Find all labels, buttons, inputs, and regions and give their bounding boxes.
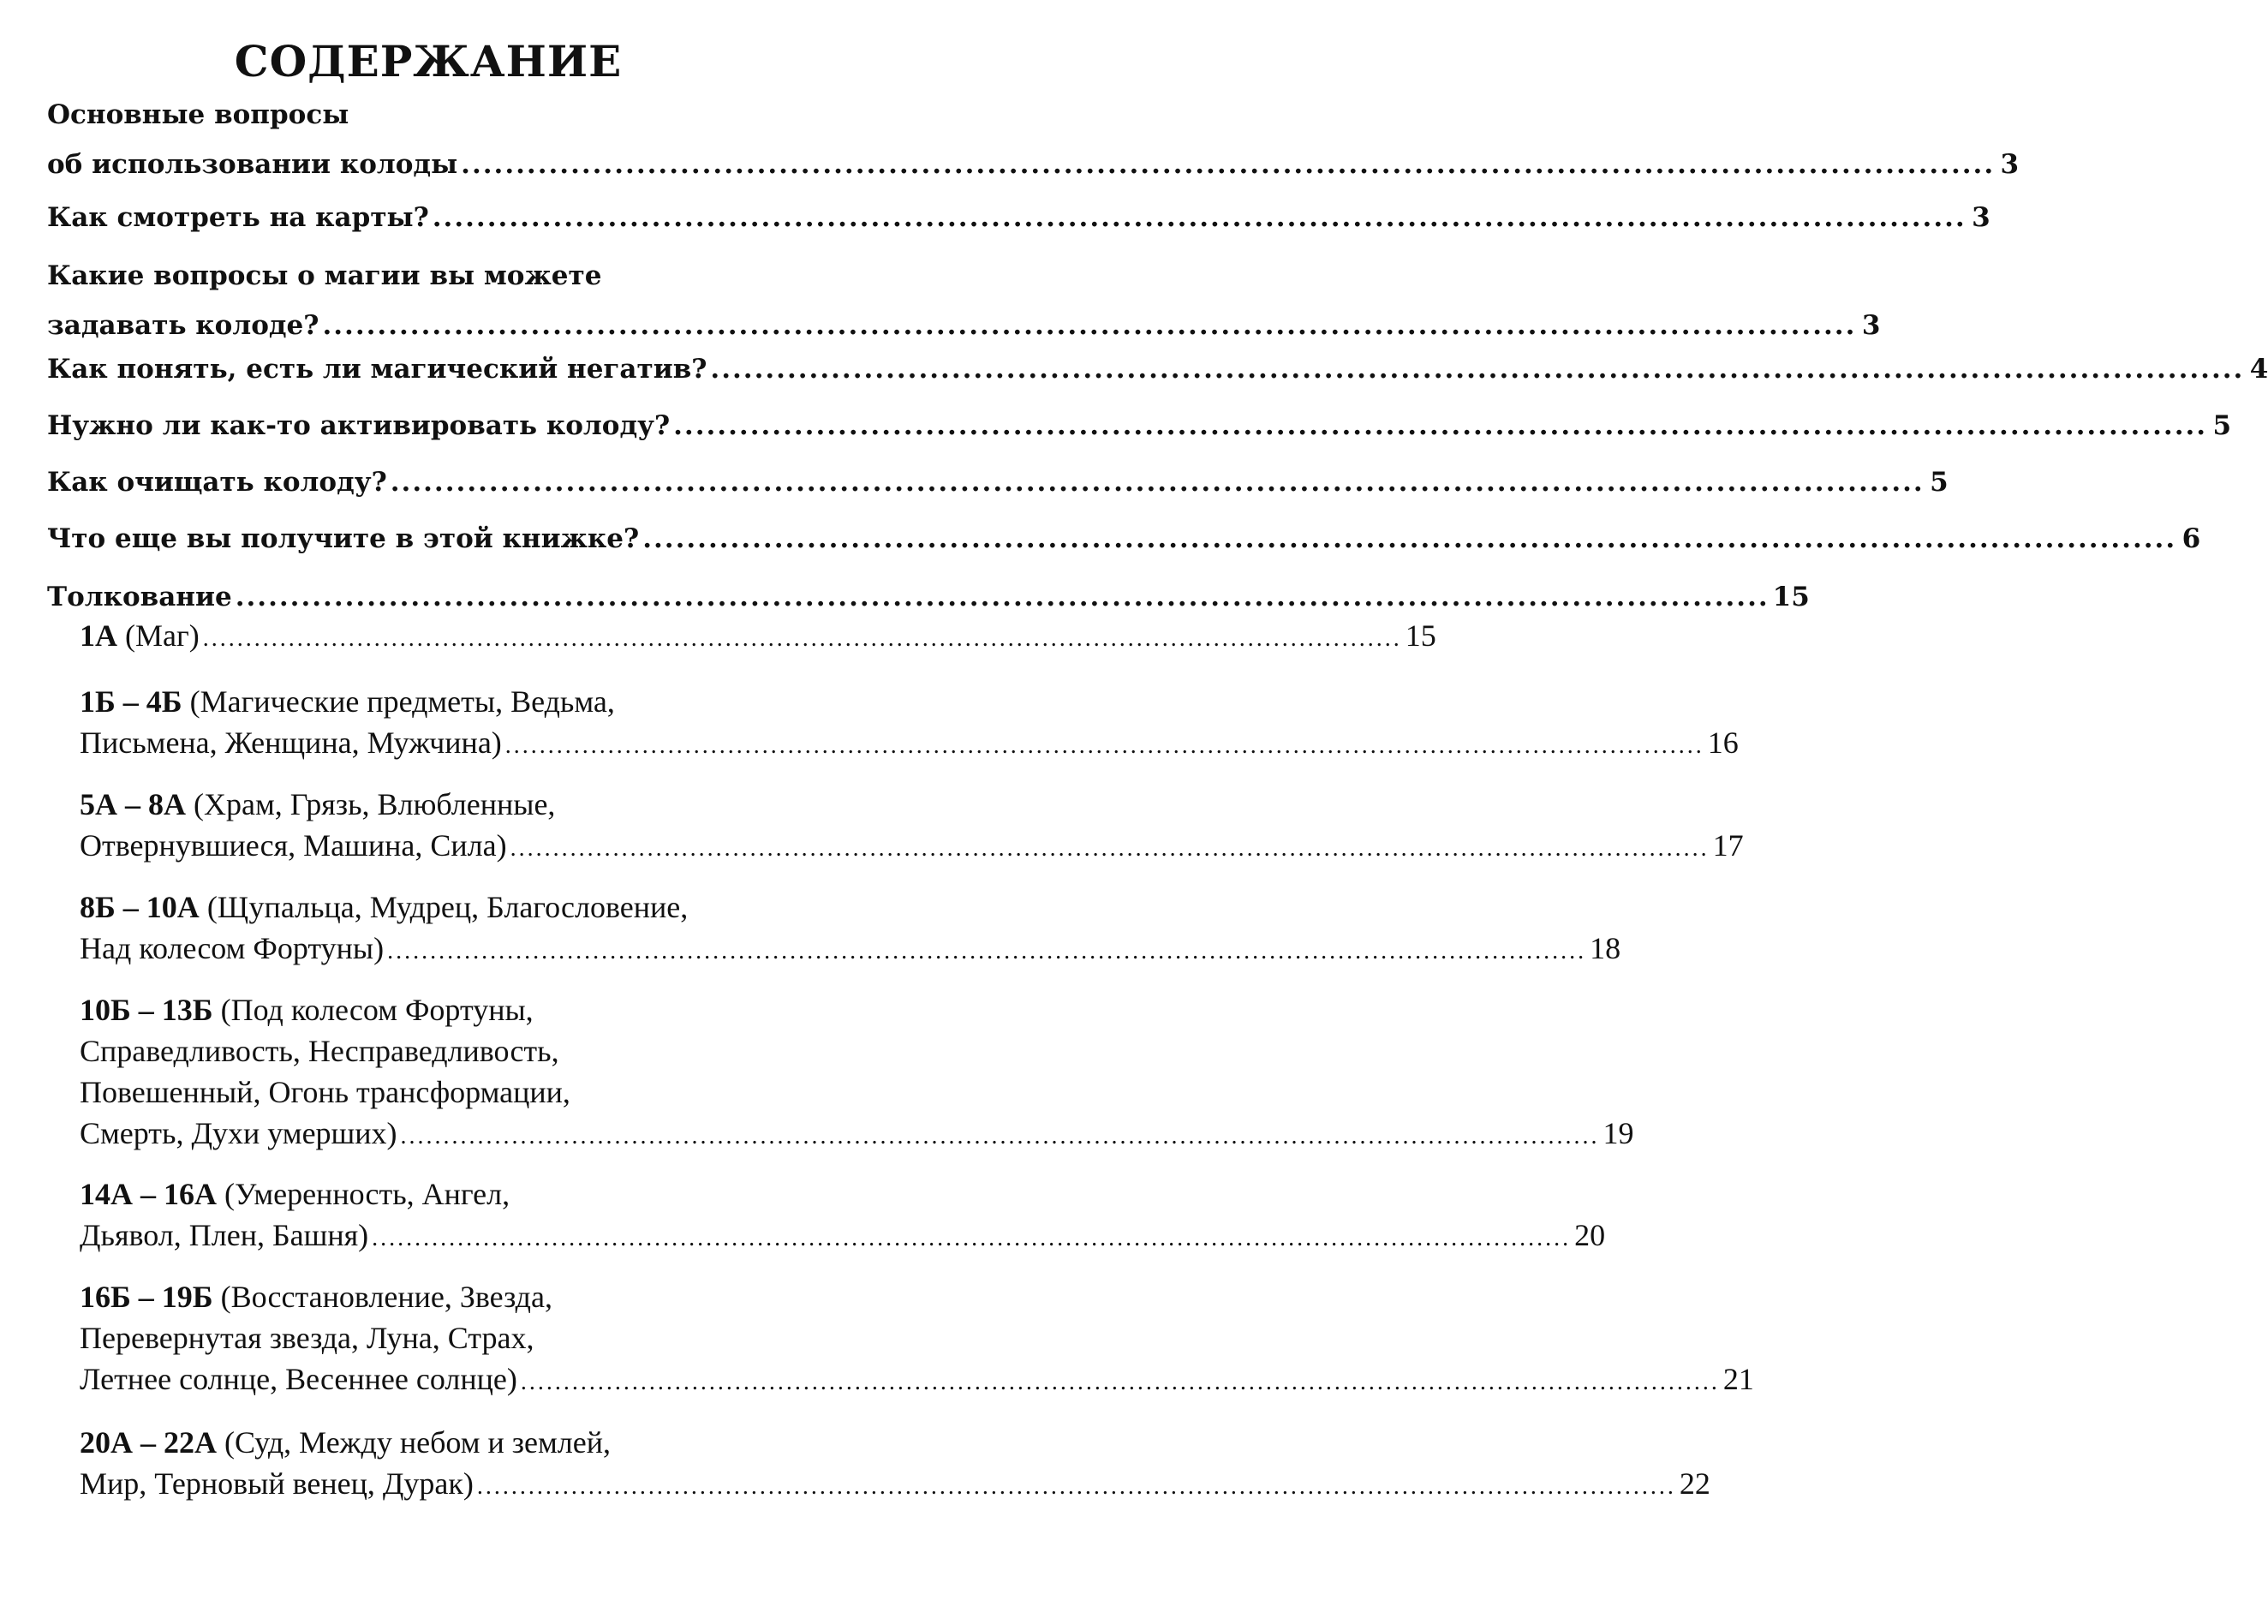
toc-entry-line (80, 1072, 785, 1113)
toc-entry-text (80, 615, 200, 656)
toc-entry-line (80, 615, 1436, 660)
toc-subentry[interactable] (80, 1422, 1710, 1508)
toc-entry-title: задавать колоде? (47, 310, 319, 341)
toc-entry-line (47, 301, 1881, 350)
toc-entry-title: (Суд, Между небом и землей, (224, 1425, 611, 1460)
toc-entry[interactable] (47, 514, 2201, 564)
toc-subentry[interactable] (80, 681, 1739, 767)
toc-entry-title: об использовании колоды (47, 149, 458, 180)
toc-entry-title: (Магические предметы, Ведьма, (189, 684, 615, 719)
dot-leader: ............................................................................................................................................ (400, 1123, 1600, 1149)
toc-entry-title: Основные вопросы (47, 99, 349, 130)
page-number: 20 (1574, 1218, 1606, 1252)
page-number: 15 (1405, 618, 1436, 653)
toc-entry-title: Нужно ли как-то активировать колоду? (47, 410, 671, 441)
toc-entry-text (80, 1358, 517, 1400)
toc-entry-title: Справедливость, Несправедливость, (80, 1034, 559, 1068)
toc-entry-line (47, 251, 775, 301)
toc-entry-text (80, 1215, 368, 1256)
toc-entry-line (80, 825, 1744, 869)
toc-entry[interactable] (47, 457, 1949, 507)
toc-subentry[interactable] (80, 784, 1744, 869)
toc-card-range: 1А (80, 618, 117, 653)
toc-entry-line (47, 457, 1949, 507)
toc-entry-title: Мир, Терновый венец, Дурак) (80, 1466, 474, 1501)
toc-card-range: 14А – 16А (80, 1177, 217, 1211)
toc-entry[interactable] (47, 90, 2020, 189)
toc-entry-title: (Под колесом Фортуны, (220, 993, 534, 1027)
toc-entry-line (80, 1463, 1710, 1508)
dot-leader: ............................................................................................................................................ (510, 835, 1710, 862)
toc-card-range: 20А – 22А (80, 1425, 217, 1460)
toc-entry-line (80, 784, 785, 825)
toc-entry-title: Повешенный, Огонь трансформации, (80, 1075, 570, 1109)
dot-leader: ............................................................................................................................................ (461, 149, 1996, 180)
page-number: 5 (1930, 467, 1949, 498)
toc-entry-title: Как понять, есть ли магический негатив? (47, 354, 707, 385)
toc-entry-line (80, 1113, 1634, 1157)
toc-card-range: 16Б – 19Б (80, 1280, 213, 1314)
page-title: СОДЕРЖАНИЕ (234, 36, 623, 87)
toc-entry[interactable] (47, 193, 1990, 242)
toc-entry-line (80, 928, 1621, 972)
dot-leader: ............................................................................................................................................ (476, 1473, 1676, 1500)
page-number: 5 (2212, 410, 2232, 441)
page-number: 21 (1722, 1362, 1754, 1396)
toc-entry-text (47, 401, 670, 451)
dot-leader: ............................................................................................................................................ (202, 625, 1402, 652)
toc-subentry[interactable] (80, 1276, 1754, 1403)
toc-entry-line (47, 344, 2268, 394)
toc-entry-title: Отвернувшиеся, Машина, Сила) (80, 828, 507, 863)
page-number: 6 (2181, 523, 2201, 554)
dot-leader: ............................................................................................................................................ (372, 1225, 1572, 1251)
page-number: 4 (2249, 354, 2268, 385)
toc-entry-line (80, 1030, 785, 1072)
toc-card-range: 10Б – 13Б (80, 993, 213, 1027)
toc-subentry[interactable] (80, 615, 1436, 660)
toc-card-range: 5А – 8А (80, 787, 186, 821)
toc-entry-title: Смерть, Духи умерших) (80, 1116, 397, 1150)
toc-entry-title: Какие вопросы о магии вы можете (47, 260, 602, 291)
page-number: 3 (1972, 202, 1990, 233)
page-number: 3 (2000, 149, 2020, 180)
toc-entry-line (80, 887, 785, 928)
toc-entry-text (80, 825, 507, 866)
toc-subentry[interactable] (80, 887, 1621, 972)
toc-subentry[interactable] (80, 989, 1634, 1157)
toc-entry-title: Толкование (47, 582, 232, 612)
toc-entry-text (47, 140, 457, 189)
toc-entry-text (80, 1113, 397, 1154)
toc-entry-line (80, 1173, 785, 1215)
toc-entry-line (80, 1215, 1606, 1259)
toc-entry[interactable] (47, 401, 2232, 451)
toc-entry-title: Летнее солнце, Весеннее солнце) (80, 1362, 517, 1396)
dot-leader: ............................................................................................................................................ (520, 1369, 1720, 1395)
toc-entry[interactable] (47, 251, 1881, 350)
page-number: 22 (1679, 1466, 1710, 1501)
toc-entry-title: (Храм, Грязь, Влюбленные, (194, 787, 556, 821)
toc-entry-title: Письмена, Женщина, Мужчина) (80, 725, 502, 760)
toc-entry-text (47, 301, 319, 350)
page-number: 3 (1861, 310, 1881, 341)
toc-entry-line (80, 1358, 1754, 1403)
toc-card-range: 8Б – 10А (80, 890, 200, 924)
toc-entry-title: Над колесом Фортуны) (80, 931, 385, 965)
dot-leader: ............................................................................................................................................ (432, 202, 1967, 233)
toc-entry-title: (Умеренность, Ангел, (224, 1177, 510, 1211)
page-number: 16 (1707, 725, 1739, 760)
page-number: 19 (1603, 1116, 1634, 1150)
toc-entry[interactable] (47, 344, 2268, 394)
page-number: 15 (1772, 582, 1810, 612)
toc-entry-text (47, 344, 707, 394)
dot-leader: ............................................................................................................................................ (387, 938, 1587, 964)
toc-entry-line (80, 1317, 785, 1358)
toc-entry-line (80, 681, 785, 722)
toc-entry-text (80, 928, 384, 969)
toc-subentry[interactable] (80, 1173, 1606, 1259)
toc-entry-line (80, 989, 785, 1030)
toc-entry-text (47, 457, 387, 507)
toc-entry-line (80, 1276, 785, 1317)
toc-entry-line (47, 193, 1990, 242)
toc-entry-line (47, 401, 2232, 451)
dot-leader: ............................................................................................................................................ (322, 310, 1857, 341)
toc-entry-title: Что еще вы получите в этой книжке? (47, 523, 640, 554)
dot-leader: ............................................................................................................................................ (504, 732, 1704, 759)
dot-leader: ............................................................................................................................................ (710, 354, 2245, 385)
toc-card-range: 1Б – 4Б (80, 684, 182, 719)
toc-entry-title: Как очищать колоду? (47, 467, 387, 498)
toc-entry-text (47, 514, 639, 564)
dot-leader: ............................................................................................................................................ (673, 410, 2208, 441)
toc-entry-text (80, 1463, 474, 1504)
dot-leader: ............................................................................................................................................ (235, 582, 1770, 612)
toc-entry-title: Дьявол, Плен, Башня) (80, 1218, 369, 1252)
toc-entry-line (80, 1422, 785, 1463)
toc-entry-text (80, 722, 502, 763)
toc-entry-title: Перевернутая звезда, Луна, Страх, (80, 1321, 534, 1355)
page-number: 17 (1712, 828, 1744, 863)
toc-entry-text (47, 193, 429, 242)
toc-entry-line (80, 722, 1739, 767)
toc-entry-title: (Щупальца, Мудрец, Благословение, (206, 890, 689, 924)
dot-leader: ............................................................................................................................................ (642, 523, 2177, 554)
page-number: 18 (1590, 931, 1621, 965)
toc-entry-line (47, 140, 2020, 189)
toc-entry-line (47, 90, 775, 140)
dot-leader: ............................................................................................................................................ (390, 467, 1925, 498)
toc-entry-line (47, 514, 2201, 564)
toc-entry-title: (Маг) (125, 618, 200, 653)
toc-entry-title: Как смотреть на карты? (47, 202, 429, 233)
toc-entry-title: (Восстановление, Звезда, (220, 1280, 552, 1314)
